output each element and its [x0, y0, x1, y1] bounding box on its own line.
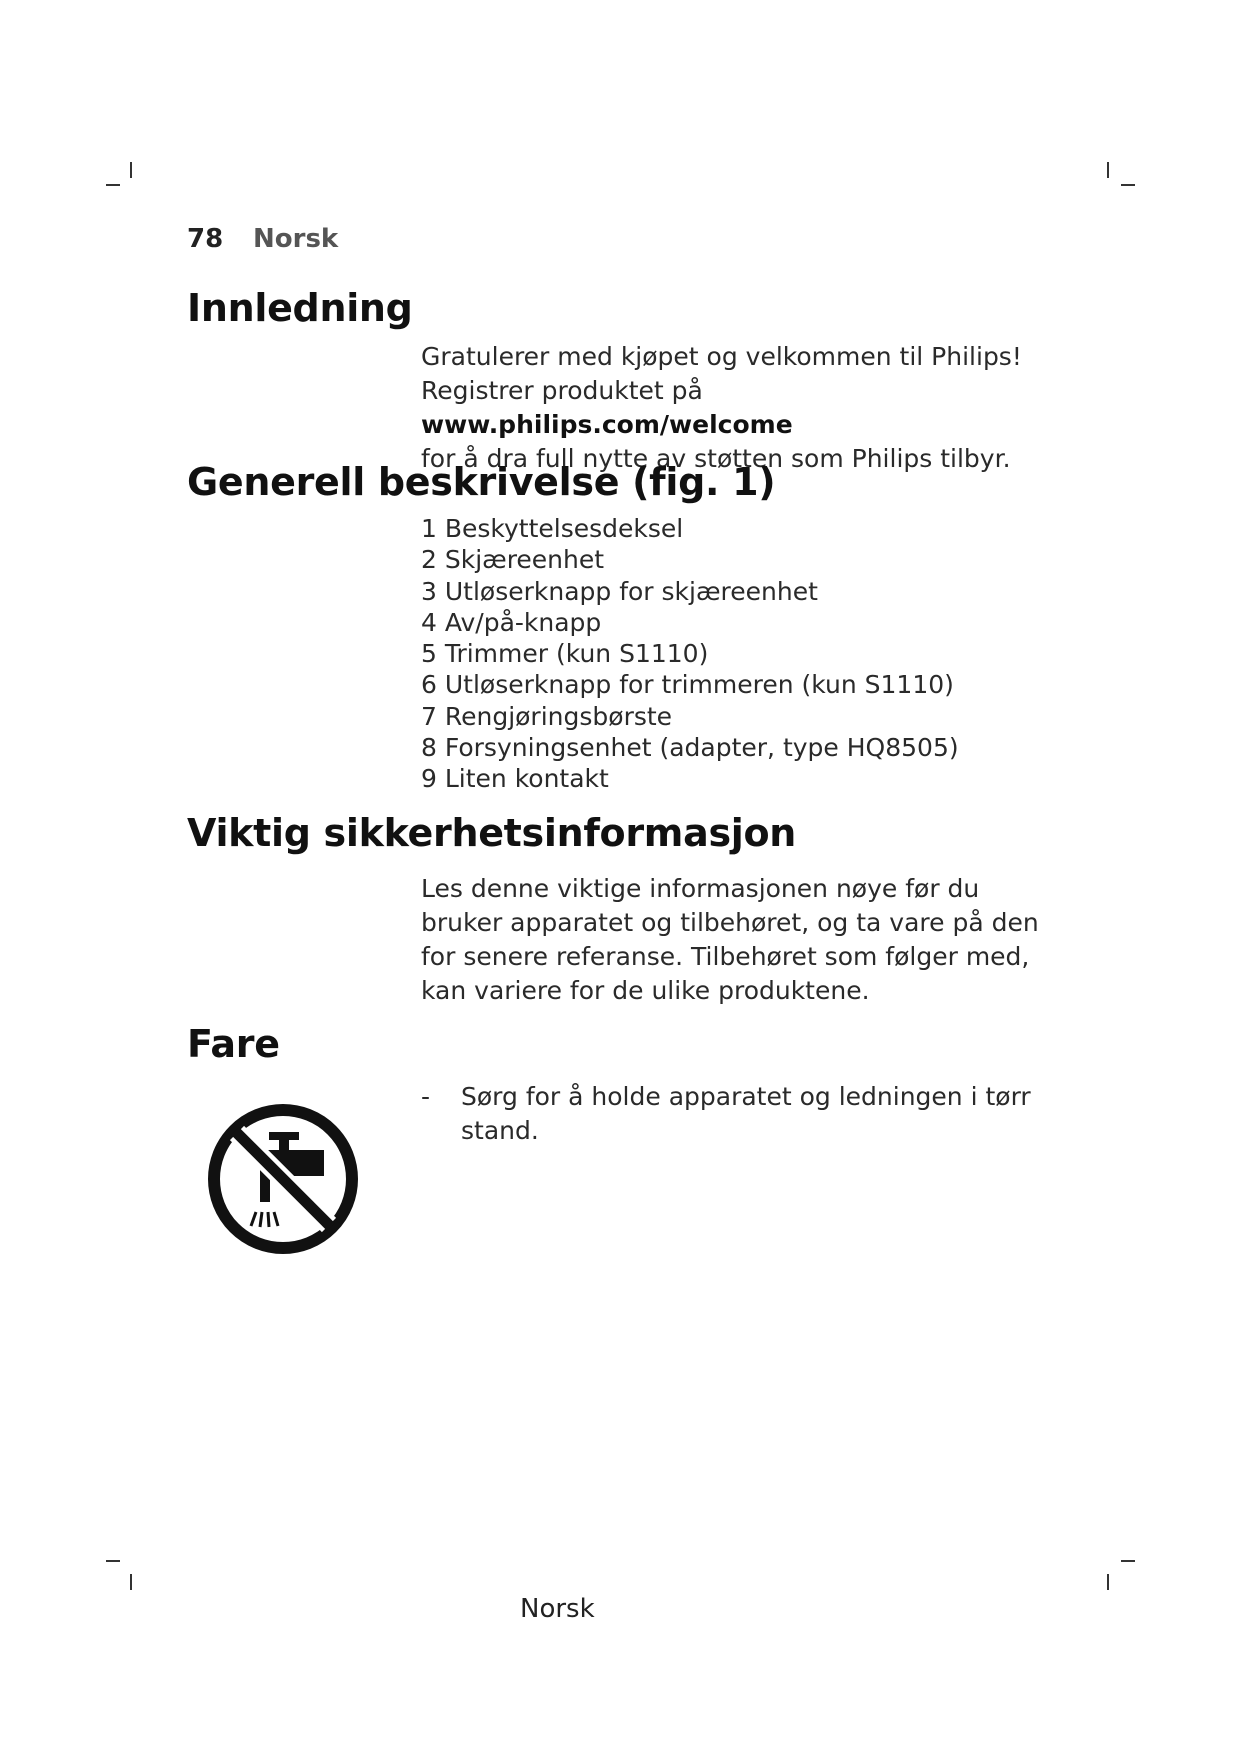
heading-safety: Viktig sikkerhetsinformasjon [187, 811, 797, 855]
list-item: 5 Trimmer (kun S1110) [421, 639, 709, 669]
list-item: 3 Utløserknapp for skjæreenhet [421, 576, 818, 606]
heading-description: Generell beskrivelse (fig. 1) [187, 460, 776, 504]
crop-mark [130, 1574, 132, 1590]
crop-mark [1121, 184, 1135, 186]
crop-mark [106, 184, 120, 186]
intro-line-3: for å dra full nytte av støtten som Philips tilbyr. [421, 444, 1011, 473]
intro-line-2 [421, 374, 1061, 442]
crop-mark [130, 162, 132, 178]
intro-line-2-prefix: Registrer produktet på [421, 376, 703, 405]
list-item: 1 Beskyttelsesdeksel [421, 514, 684, 543]
list-item: 4 Av/på-knapp [421, 607, 602, 637]
crop-mark [106, 1560, 120, 1562]
intro-paragraph [421, 340, 1061, 476]
list-item: 2 Skjæreenhet [421, 545, 605, 575]
footer-language: Norsk [520, 1594, 595, 1624]
intro-line-1: Gratulerer med kjøpet og velkommen til Philips! [421, 342, 1022, 371]
parts-list [421, 513, 959, 795]
heading-intro: Innledning [187, 286, 413, 330]
safety-paragraph: Les denne viktige informasjonen nøye før du bruker apparatet og tilbehøret, og ta vare på den for senere referanse. Tilbehøret som følger med, kan variere for de ulike produktene. [421, 874, 1039, 1005]
crop-mark [1107, 1574, 1109, 1590]
crop-mark [1121, 1560, 1135, 1562]
list-item: 7 Rengjøringsbørste [421, 701, 673, 731]
list-item: 8 Forsyningsenhet (adapter, type HQ8505) [421, 733, 959, 763]
no-water-tap-icon [206, 1102, 360, 1256]
danger-bullet-text: Sørg for å holde apparatet og ledningen i tørr stand. [461, 1082, 1031, 1145]
header-language: Norsk [253, 224, 339, 254]
list-item: 6 Utløserknapp for trimmeren (kun S1110) [421, 670, 954, 700]
crop-mark [1107, 162, 1109, 178]
heading-danger: Fare [187, 1022, 280, 1066]
welcome-url: www.philips.com/welcome [421, 410, 793, 439]
bullet-dash: - [421, 1082, 431, 1111]
page-number: 78 [187, 224, 224, 254]
list-item: 9 Liten kontakt [421, 764, 609, 794]
